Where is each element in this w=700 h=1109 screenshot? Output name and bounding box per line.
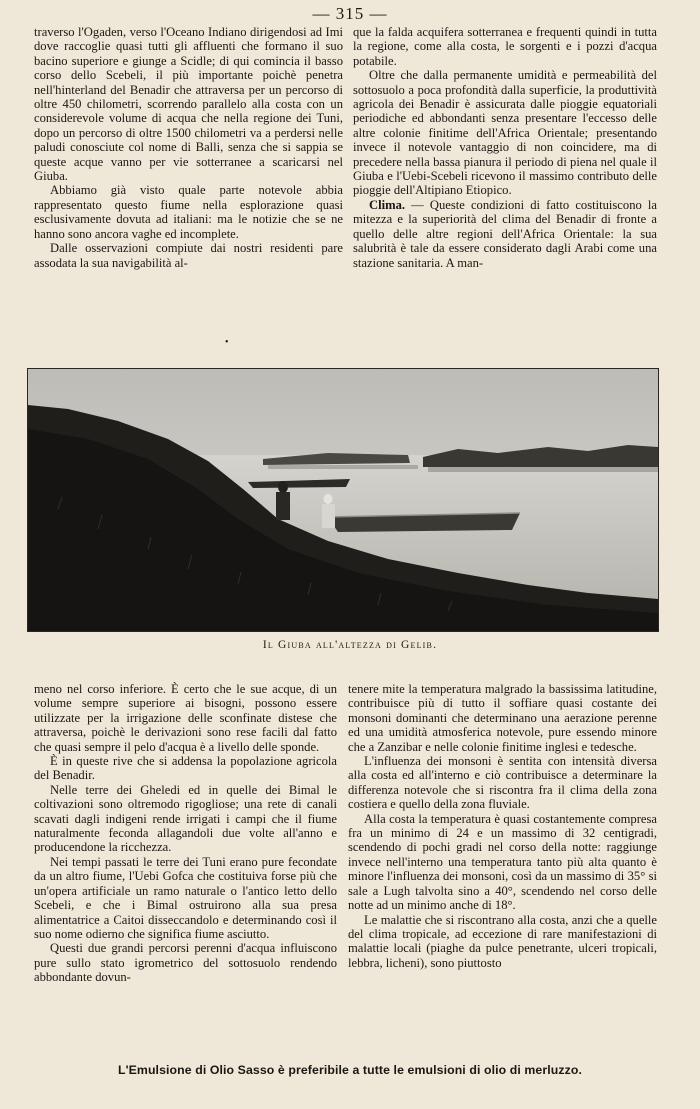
figure-caption: Il Giuba all'altezza di Gelib. [262,639,438,651]
paragraph: Oltre che dalla permanente umidità e permeabilità del sottosuolo a poca profondità dalla superficie, la produttività agricola dei Benadir è assicurata dalle pioggie equatoriali periodiche ed abbondanti senza presentare l'eccesso delle altre colonie finitime dell'Africa Orientale; presentando invece il notevole vantaggio di non coincidere, ma di precedere nella bassa pianura il periodo di piena nel quale il Giuba e l'Uebi-Scebeli ricevono il massimo contributo delle pioggie dell'Altipiano Etiopico. [353,68,657,198]
paragraph: tenere mite la temperatura malgrado la bassissima latitudine, contribuisce più di tutto il soffiare quasi costante dei monsoni dominanti che determinano una aerazione perenne ed una umidità atmosferica notevole, pure essendo minore che a Zanzibar e nelle colonie finitime inglesi e tedesche. [348,682,657,754]
clima-heading: Clima. [369,197,406,212]
top-right-column [353,25,657,270]
bottom-right-column [348,682,657,970]
bottom-left-column [34,682,337,985]
paragraph: meno nel corso inferiore. È certo che le sue acque, di un volume sempre superiore ai bisogni, possono essere utilizzate per la irrigazione delle sconfinate distese che attraversa, poichè le derivazioni sono rese facili dal fatto che quasi sempre il pelo d'acqua è a livello delle sponde. [34,682,337,754]
advertisement-footer: L'Emulsione di Olio Sasso è preferibile a tutte le emulsioni di olio di merluzzo. [117,1063,583,1077]
ornament-dot: • [225,337,229,348]
paragraph: Alla costa la temperatura è quasi costantemente compresa fra un minimo di 24 e un massimo di 32 centigradi, scendendo di pochi gradi nel corso della notte: raggiunge invece nell'interno una temperatura tanto più alta quanto è minore l'influenza dei monsoni, così da un massimo di 35° si sale a Lugh talvolta sino a 40°, scendendo nel corso delle notte ad un minimo anche di 18°. [348,811,657,913]
clima-text: — Queste condizioni di fatto costituiscono la mitezza e la superiorità del clima del Benadir di fronte a quello delle altre regioni dell'Africa Orientale: la sua salubrità è tale da essere considerato dagli Arabi come una stazione sanitaria. A man- [353,197,657,270]
top-left-column [34,25,343,270]
paragraph: traverso l'Ogaden, verso l'Oceano Indiano dirigendosi ad Imi dove raccoglie quasi tutti gli affluenti che formano il suo bacino superiore e giunge a Scidle; di qui comincia il basso corso dello Scebeli, il più importante poichè penetra nell'hinterland del Benadir che attraversa per un percorso di oltre 450 chilometri, scorrendo parallelo alla costa con un considerevole volume di acqua che nella regione dei Tuni, dopo un percorso di oltre 1500 chilometri va a perdersi nelle paludi conosciute col nome di Balli, senza che si sappia se queste acque vanno per vie sotterranee a scaricarsi nel Giuba. [34,25,343,184]
river-photograph [27,368,659,632]
paragraph: que la falda acquifera sotterranea e frequenti quindi in tutta la regione, come alla costa, le sorgenti e i pozzi d'acqua potabile. [353,25,657,68]
page-number: — 315 — [312,4,388,23]
clima-paragraph [353,198,657,270]
paragraph: L'influenza dei monsoni è sentita con intensità diversa alla costa ed all'interno e ciò contribuisce a determinare la differenza notevole che si riscontra fra il clima della zona costiera e quello della zona fluviale. [348,754,657,812]
paragraph: Abbiamo già visto quale parte notevole abbia rappresentato questo fiume nella esplorazione quasi esclusivamente dovuta ad italiani: ma le notizie che se ne hanno sono ancora vaghe ed incomplete. [34,183,343,241]
paragraph: Nei tempi passati le terre dei Tuni erano pure fecondate da un altro fiume, l'Uebi Gofca che costituiva forse più che un'opera artificiale un ramo naturale o l'antico letto dello Scebeli, e che i Bimal ostruirono alla sua presa alimentatrice a Caitoi disseccandolo e determinando così il suo nome odierno che significa fiume asciutto. [34,854,337,941]
paragraph: Questi due grandi percorsi perenni d'acqua influiscono pure sullo stato igrometrico del sottosuolo rendendo abbondante dovun- [34,941,337,985]
paragraph: Dalle osservazioni compiute dai nostri residenti pare assodata la sua navigabilità al- [34,241,343,270]
paragraph: Nelle terre dei Gheledi ed in quelle dei Bimal le coltivazioni sono oltremodo rigogliose; una rete di canali scavati dagli indigeni rende irrigati i campi che il fiume naturalmente feconda allagandoli due volte all'anno e producendone la ricchezza. [34,782,337,855]
paragraph: È in queste rive che si addensa la popolazione agricola del Benadir. [34,754,337,783]
paragraph: Le malattie che si riscontrano alla costa, anzi che a quelle del clima tropicale, ad eccezione di rare manifestazioni di malattie locali (piaghe da pulce penetrante, ulceri tropicali, lebbra, licheni), sono piuttosto [348,912,657,970]
